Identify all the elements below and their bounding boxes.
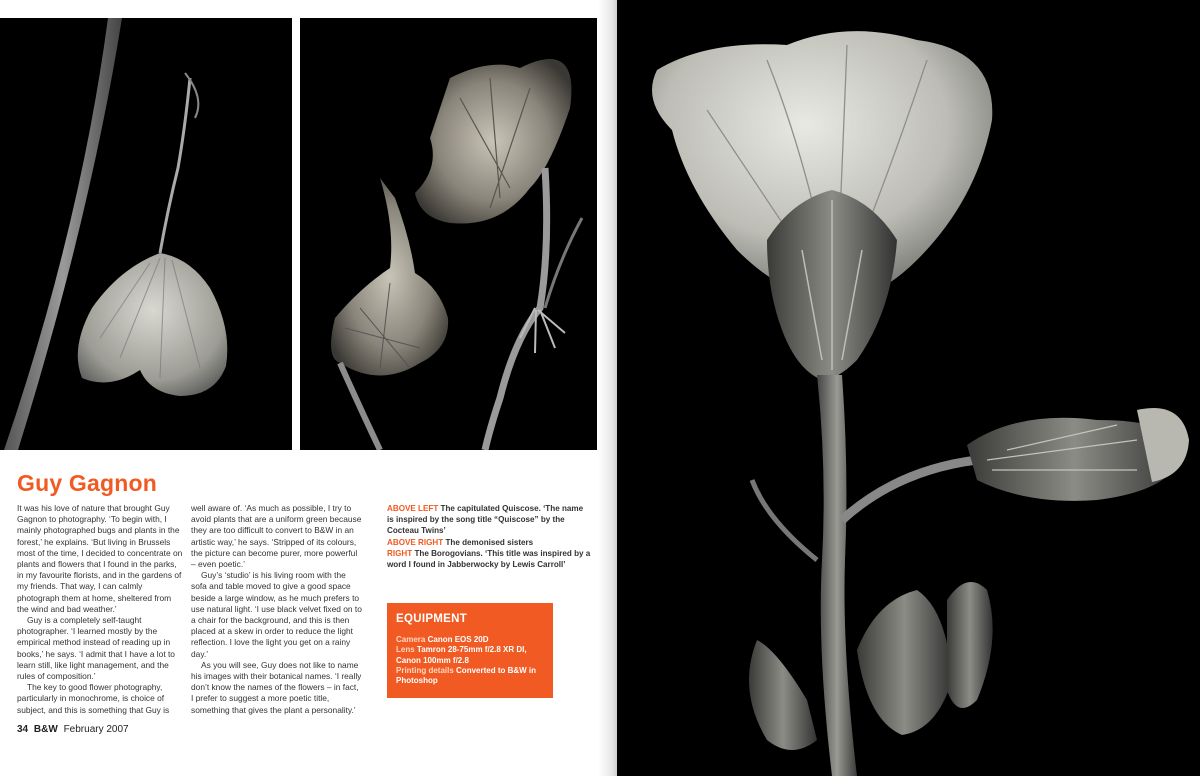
photo-demonised-sisters: [300, 18, 597, 450]
photo-capitulated-quiscose: [0, 18, 292, 450]
article-headline: Guy Gagnon: [17, 470, 157, 496]
issue-date: February 2007: [63, 724, 129, 735]
equipment-lens: [396, 645, 544, 666]
paragraph: Guy’s ‘studio’ is his living room with the sofa and table moved to give a good space beside a large window, as he much prefers to use natural light. ‘I use black velvet fixed on to a chair for the background, and this is then placed at a skew in order to reduce the light reflection. I love the light you get on a rainy day.’: [191, 570, 362, 659]
magazine-name: B&W: [33, 724, 58, 735]
equipment-value: Canon EOS 20D: [427, 635, 489, 644]
page-folio: [17, 724, 129, 735]
caption-text: The capitulated Quiscose. ‘The name is inspired by the song title “Quiscose” by the Cocteau Twins’: [387, 504, 584, 536]
caption-above-right: [387, 537, 592, 548]
caption-label: ABOVE LEFT: [387, 504, 439, 513]
caption-text: The Borogovians. ‘This title was inspired by a word I found in Jabberwocky by Lewis Carroll’: [387, 548, 591, 570]
paragraph: As you will see, Guy does not like to name his images with their botanical names. ‘I really don’t know the names of the flowers – in fact, I prefer to suggest a more poetic title, something that gives the plant a personality.’: [191, 659, 362, 715]
photo-captions: [387, 503, 592, 570]
photo-borogovians: [617, 0, 1200, 776]
equipment-key: Printing details: [396, 665, 454, 675]
caption-label: RIGHT: [387, 548, 413, 558]
equipment-title: EQUIPMENT: [396, 613, 468, 625]
equipment-printing: [396, 666, 544, 687]
article-column-2: [191, 503, 363, 716]
dried-flowers-image: [300, 18, 597, 450]
page-number: 34: [17, 724, 29, 735]
equipment-key: Lens: [396, 645, 415, 655]
equipment-value: Converted to B&W in Photoshop: [396, 665, 537, 686]
paragraph: Guy is a completely self-taught photographer. ‘I learned mostly by the empirical method instead of reading up in books,’ he says. ‘I admit that I have a lot to learn still, like light management, and the rules of composition.’: [17, 615, 175, 682]
paragraph: well aware of. ‘As much as possible, I try to avoid plants that are a uniform green because they are too difficult to convert to B&W in an artistic way,’ he says. ‘Stripped of its colours, the picture can become purer, more powerful – even poetic.’: [191, 503, 362, 570]
campion-flower-image: [617, 0, 1200, 776]
equipment-box: [387, 603, 553, 698]
paragraph: It was his love of nature that brought Guy Gagnon to photography. ‘To begin with, I mainly photographed bugs and plants in the forest,’ he explains. ‘But living in Brussels most of the time, I decided to concentrate on plants and flowers that I found in the parks, in my favourite florists, and in the gardens of my friends. That way, I can calmly photograph them at home, sheltered from the wind and bad weather.’: [17, 503, 183, 614]
wilted-flower-stem-image: [0, 18, 292, 450]
caption-label: ABOVE RIGHT: [387, 537, 444, 547]
paragraph: The key to good flower photography, particularly in monochrome, is choice of subject, and this is something that Guy is: [17, 682, 170, 715]
caption-right: [387, 548, 592, 570]
equipment-value: Tamron 28-75mm f/2.8 XR DI, Canon 100mm f/2.8: [396, 645, 527, 665]
equipment-camera: [396, 635, 544, 645]
caption-text: The demonised sisters: [445, 537, 534, 547]
article-column-1: [17, 503, 183, 716]
page-spine: [598, 0, 617, 776]
caption-above-left: [387, 503, 592, 537]
equipment-key: Camera: [396, 635, 426, 644]
